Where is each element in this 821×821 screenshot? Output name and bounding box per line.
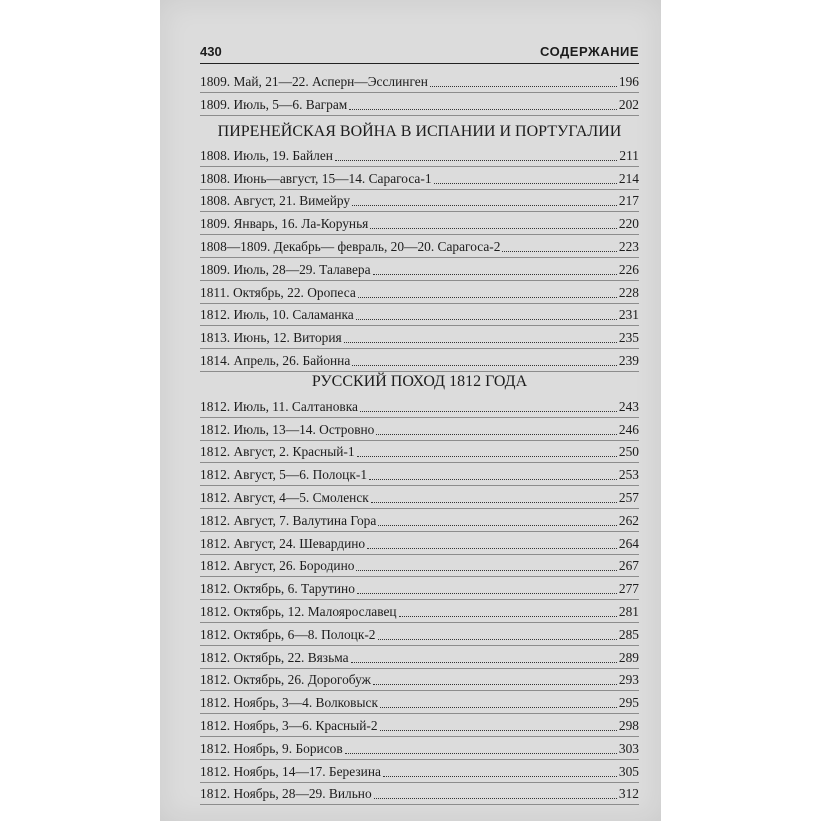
toc-section-peninsular-war	[200, 144, 639, 372]
toc-entry[interactable]	[200, 463, 639, 486]
toc-entry[interactable]	[200, 235, 639, 258]
entry-title: 1812. Июль, 11. Салтановка	[200, 398, 358, 414]
toc-entry[interactable]	[200, 555, 639, 578]
entry-page: 223	[618, 238, 639, 254]
entry-title: 1809. Июль, 5—6. Ваграм	[200, 96, 348, 112]
section-title-peninsular-war: ПИРЕНЕЙСКАЯ ВОЙНА В ИСПАНИИ И ПОРТУГАЛИИ	[217, 123, 622, 140]
leader-dots	[430, 82, 617, 87]
entry-title: 1812. Ноябрь, 9. Борисов	[200, 740, 343, 756]
leader-dots	[360, 407, 617, 412]
toc-entry[interactable]	[200, 418, 639, 441]
leader-dots	[374, 794, 617, 799]
entry-page: 257	[618, 489, 639, 505]
entry-page: 305	[618, 763, 639, 779]
entry-page: 281	[618, 603, 639, 619]
entry-title: 1811. Октябрь, 22. Оропеса	[200, 284, 356, 300]
toc-entry[interactable]	[200, 281, 639, 304]
entry-title: 1809. Май, 21—22. Асперн—Эсслинген	[200, 73, 428, 89]
entry-title: 1809. Июль, 28—29. Талавера	[200, 261, 371, 277]
leader-dots	[351, 658, 617, 663]
entry-page: 202	[618, 96, 639, 112]
leader-dots	[378, 635, 617, 640]
entry-page: 267	[618, 558, 639, 574]
entry-title: 1812. Август, 5—6. Полоцк-1	[200, 467, 368, 483]
leader-dots	[356, 315, 617, 320]
entry-title: 1812. Ноябрь, 3—6. Красный-2	[200, 717, 378, 733]
entry-title: 1808. Июнь—август, 15—14. Сарагоса-1	[200, 170, 432, 186]
toc-entry[interactable]	[200, 577, 639, 600]
toc-entry[interactable]	[200, 646, 639, 669]
entry-title: 1812. Июль, 10. Саламанка	[200, 307, 354, 323]
leader-dots	[373, 270, 617, 275]
leader-dots	[502, 247, 616, 252]
entry-page: 277	[618, 581, 639, 597]
entry-title: 1808. Август, 21. Вимейру	[200, 193, 351, 209]
running-title: СОДЕРЖАНИЕ	[540, 44, 639, 59]
entry-page: 293	[618, 672, 639, 688]
entry-title: 1812. Август, 7. Валутина Гора	[200, 512, 377, 528]
leader-dots	[352, 201, 617, 206]
entry-page: 264	[618, 535, 639, 551]
leader-dots	[369, 475, 617, 480]
entry-title: 1812. Ноябрь, 14—17. Березина	[200, 763, 381, 779]
entry-title: 1812. Октябрь, 26. Дорогобуж	[200, 672, 371, 688]
leader-dots	[373, 680, 617, 685]
entry-page: 250	[618, 444, 639, 460]
entry-page: 231	[618, 307, 639, 323]
leader-dots	[371, 498, 617, 503]
entry-title: 1809. Январь, 16. Ла-Корунья	[200, 216, 369, 232]
entry-title: 1812. Ноябрь, 28—29. Вильно	[200, 786, 372, 802]
entry-title: 1808. Июль, 19. Байлен	[200, 147, 333, 163]
toc-entry[interactable]	[200, 93, 639, 116]
toc-entry[interactable]	[200, 167, 639, 190]
leader-dots	[383, 772, 617, 777]
entry-page: 262	[618, 512, 639, 528]
toc-entry[interactable]	[200, 669, 639, 692]
toc-entry[interactable]	[200, 258, 639, 281]
entry-title: 1812. Октябрь, 22. Вязьма	[200, 649, 349, 665]
entry-title: 1812. Август, 4—5. Смоленск	[200, 489, 369, 505]
entry-page: 243	[618, 398, 639, 414]
leader-dots	[357, 452, 617, 457]
entry-page: 289	[618, 649, 639, 665]
leader-dots	[349, 105, 617, 110]
page-header	[200, 42, 639, 62]
entry-title: 1812. Август, 24. Шевардино	[200, 535, 366, 551]
toc-section-russian-campaign	[200, 395, 639, 805]
toc-section-continued	[200, 70, 639, 116]
toc-entry[interactable]	[200, 691, 639, 714]
entry-page: 253	[618, 467, 639, 483]
leader-dots	[399, 612, 617, 617]
entry-page: 214	[618, 170, 639, 186]
toc-entry[interactable]	[200, 783, 639, 806]
leader-dots	[380, 703, 617, 708]
entry-title: 1812. Ноябрь, 3—4. Волковыск	[200, 695, 378, 711]
toc-entry[interactable]	[200, 70, 639, 93]
leader-dots	[376, 430, 617, 435]
leader-dots	[357, 589, 617, 594]
toc-entry[interactable]	[200, 144, 639, 167]
entry-title: 1812. Июль, 13—14. Островно	[200, 421, 375, 437]
leader-dots	[370, 224, 617, 229]
toc-entry[interactable]	[200, 623, 639, 646]
leader-dots	[352, 361, 617, 366]
entry-page: 235	[618, 330, 639, 346]
entry-page: 220	[618, 216, 639, 232]
leader-dots	[335, 156, 617, 161]
toc-entry[interactable]	[200, 212, 639, 235]
header-rule	[200, 63, 639, 64]
entry-title: 1813. Июнь, 12. Витория	[200, 330, 342, 346]
entry-page: 211	[619, 147, 639, 163]
entry-title: 1812. Август, 26. Бородино	[200, 558, 355, 574]
leader-dots	[358, 293, 617, 298]
entry-title: 1814. Апрель, 26. Байонна	[200, 352, 351, 368]
entry-title: 1808—1809. Декабрь— февраль, 20—20. Сарагоса-2	[200, 238, 501, 254]
entry-page: 303	[618, 740, 639, 756]
toc-entry[interactable]	[200, 349, 639, 372]
toc-entry[interactable]	[200, 600, 639, 623]
entry-page: 298	[618, 717, 639, 733]
leader-dots	[380, 726, 617, 731]
toc-entry[interactable]	[200, 737, 639, 760]
toc-entry[interactable]	[200, 532, 639, 555]
toc-entry[interactable]	[200, 486, 639, 509]
leader-dots	[367, 544, 617, 549]
leader-dots	[434, 179, 617, 184]
page-number: 430	[200, 44, 222, 59]
entry-page: 228	[618, 284, 639, 300]
toc-entry[interactable]	[200, 304, 639, 327]
entry-page: 226	[618, 261, 639, 277]
entry-page: 246	[618, 421, 639, 437]
entry-page: 295	[618, 695, 639, 711]
toc-entry[interactable]	[200, 326, 639, 349]
entry-page: 239	[618, 352, 639, 368]
entry-page: 196	[618, 73, 639, 89]
section-title-russian-campaign: РУССКИЙ ПОХОД 1812 ГОДА	[311, 373, 528, 390]
toc-entry[interactable]	[200, 760, 639, 783]
entry-title: 1812. Октябрь, 6. Тарутино	[200, 581, 355, 597]
toc-entry[interactable]	[200, 714, 639, 737]
book-page	[160, 0, 661, 821]
leader-dots	[378, 521, 617, 526]
toc-entry[interactable]	[200, 509, 639, 532]
toc-entry[interactable]	[200, 441, 639, 464]
entry-page: 217	[618, 193, 639, 209]
leader-dots	[344, 338, 617, 343]
toc-entry[interactable]	[200, 190, 639, 213]
leader-dots	[345, 749, 617, 754]
entry-title: 1812. Октябрь, 12. Малоярославец	[200, 603, 397, 619]
entry-page: 285	[618, 626, 639, 642]
toc-entry[interactable]	[200, 395, 639, 418]
entry-title: 1812. Октябрь, 6—8. Полоцк-2	[200, 626, 376, 642]
entry-title: 1812. Август, 2. Красный-1	[200, 444, 355, 460]
entry-page: 312	[618, 786, 639, 802]
leader-dots	[356, 566, 616, 571]
